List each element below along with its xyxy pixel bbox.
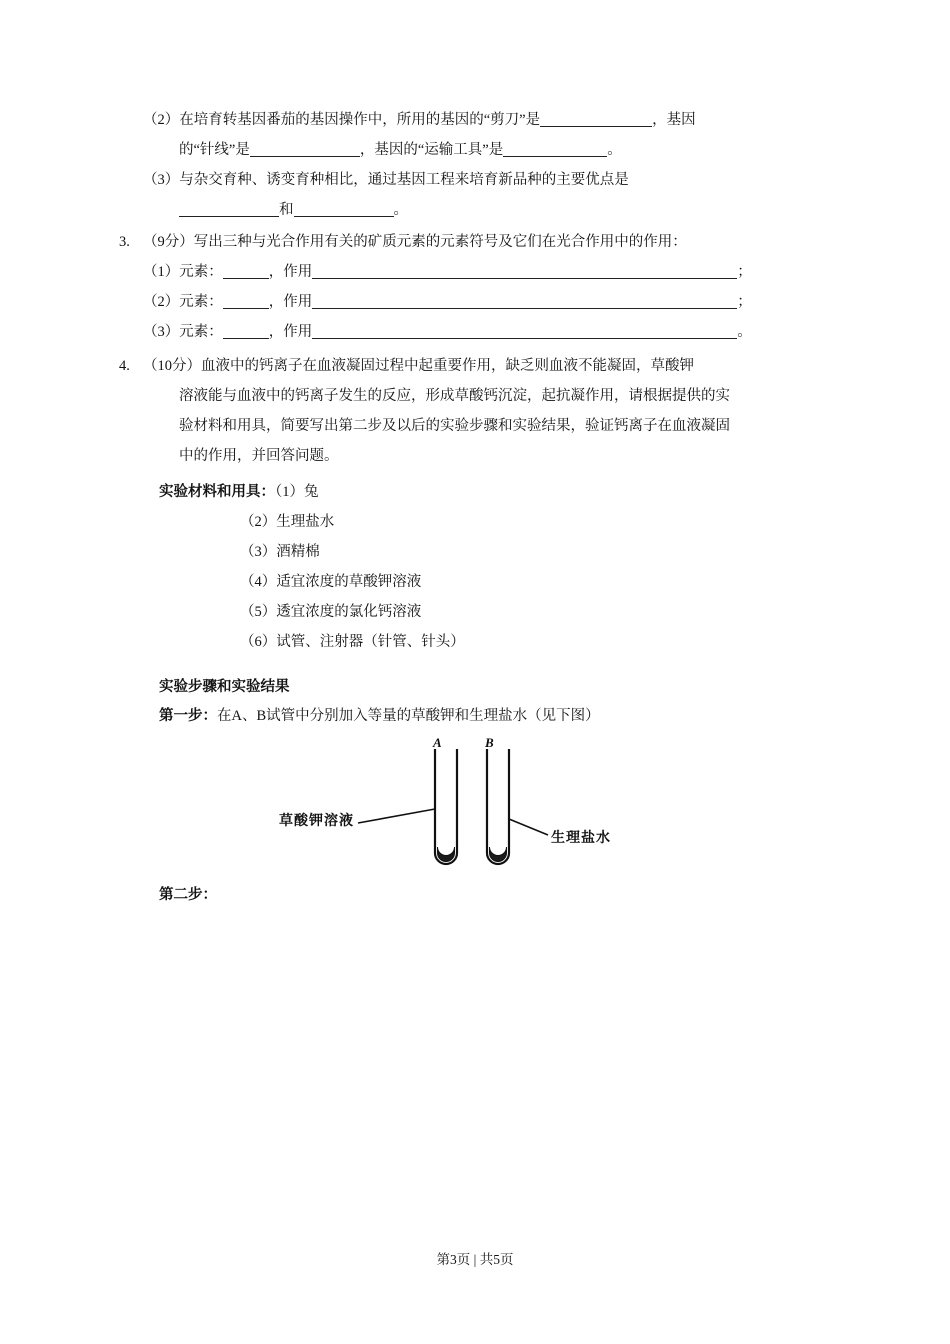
question-2-3 <box>143 165 813 195</box>
materials-first-line <box>143 477 813 507</box>
q2-2-label: （2） <box>143 112 180 128</box>
q3-1-suffix: ； <box>737 264 752 280</box>
question-3 <box>119 227 813 257</box>
tube-b-label: B <box>485 735 494 750</box>
q3-number: 3. <box>119 234 130 250</box>
q3-3-prefix: 元素： <box>179 324 223 340</box>
blank-field[interactable] <box>312 323 737 339</box>
materials-item: （5）透宜浓度的氯化钙溶液 <box>240 604 422 620</box>
q3-2-prefix: 元素： <box>179 294 223 310</box>
q2-2-text-d: ，基因的“运输工具”是 <box>359 142 504 158</box>
step-2 <box>143 883 813 904</box>
q3-3-mid: ，作用 <box>268 324 313 340</box>
tube-a-label: A <box>433 735 442 750</box>
q3-2-mid: ，作用 <box>268 294 313 310</box>
blank-field[interactable] <box>540 111 652 127</box>
question-3-sub-2 <box>143 287 813 317</box>
document-content <box>119 105 813 904</box>
blank-field[interactable] <box>223 323 269 339</box>
tube-a-liquid <box>438 847 455 862</box>
step-1-text: 在A、B试管中分别加入等量的草酸钾和生理盐水（见下图） <box>217 708 600 724</box>
q2-2-text-b: ，基因 <box>652 112 696 128</box>
q2-3-text-c: 。 <box>393 202 408 218</box>
q3-2-label: （2） <box>143 294 180 310</box>
q2-3-text-b: 和 <box>279 202 294 218</box>
q4-line-4: 中的作用，并回答问题。 <box>179 448 339 464</box>
question-3-sub-1 <box>143 257 813 287</box>
q3-3-suffix: 。 <box>737 324 752 340</box>
q2-2-text-e: 。 <box>607 142 622 158</box>
q2-3-text-a: 与杂交育种、诱变育种相比，通过基因工程来培育新品种的主要优点是 <box>179 172 629 188</box>
materials-section <box>143 477 813 657</box>
left-callout-label: 草酸钾溶液 <box>279 814 354 829</box>
materials-item: （3）酒精棉 <box>240 544 320 560</box>
question-4 <box>119 351 813 381</box>
q3-3-label: （3） <box>143 324 180 340</box>
blank-field[interactable] <box>223 293 269 309</box>
question-4-line-4 <box>143 441 813 471</box>
question-2-3-cont <box>143 195 813 225</box>
right-leader-line <box>509 819 548 835</box>
q3-2-suffix: ； <box>737 294 752 310</box>
left-leader-line <box>358 809 435 823</box>
step-2-label: 第二步： <box>159 887 217 903</box>
blank-field[interactable] <box>503 141 607 157</box>
question-3-sub-3 <box>143 317 813 347</box>
blank-field[interactable] <box>250 141 360 157</box>
blank-field[interactable] <box>312 263 737 279</box>
question-2-2 <box>143 105 813 135</box>
q3-1-mid: ，作用 <box>268 264 313 280</box>
q3-text: 写出三种与光合作用有关的矿质元素的元素符号及它们在光合作用中的作用： <box>193 234 687 250</box>
step-1 <box>143 704 813 725</box>
materials-item: （4）适宜浓度的草酸钾溶液 <box>240 574 422 590</box>
q4-line-2: 溶液能与血液中的钙离子发生的反应，形成草酸钙沉淀，起抗凝作用，请根据提供的实 <box>179 388 730 404</box>
blank-field[interactable] <box>294 201 394 217</box>
right-callout-label: 生理盐水 <box>551 831 611 846</box>
steps-title: 实验步骤和实验结果 <box>159 679 290 695</box>
figure-svg <box>143 731 813 881</box>
blank-field[interactable] <box>312 293 737 309</box>
tube-b-outline <box>487 749 509 864</box>
q3-1-label: （1） <box>143 264 180 280</box>
materials-label: 实验材料和用具： <box>159 484 275 500</box>
q4-line-1: 血液中的钙离子在血液凝固过程中起重要作用，缺乏则血液不能凝固，草酸钾 <box>201 358 694 374</box>
q2-3-label: （3） <box>143 172 180 188</box>
materials-item-1: （1）兔 <box>275 484 319 500</box>
tube-b-liquid <box>490 847 507 862</box>
q4-score: （10分） <box>143 358 201 374</box>
q3-1-prefix: 元素： <box>179 264 223 280</box>
materials-item: （6）试管、注射器（针管、针头） <box>240 634 465 650</box>
blank-field[interactable] <box>223 263 269 279</box>
step-1-label: 第一步： <box>159 708 217 724</box>
question-2-2-cont <box>143 135 813 165</box>
q4-line-3: 验材料和用具，简要写出第二步及以后的实验步骤和实验结果，验证钙离子在血液凝固 <box>179 418 730 434</box>
blank-field[interactable] <box>179 201 279 217</box>
question-4-line-3 <box>143 411 813 441</box>
test-tube-figure <box>143 731 813 881</box>
materials-item: （2）生理盐水 <box>240 514 335 530</box>
q2-2-text-a: 在培育转基因番茄的基因操作中，所用的基因的“剪刀”是 <box>179 112 541 128</box>
tube-a-outline <box>435 749 457 864</box>
question-4-line-2 <box>143 381 813 411</box>
q2-2-text-c: 的“针线”是 <box>179 142 250 158</box>
page-footer: 第3页 | 共5页 <box>436 1252 514 1267</box>
q4-number: 4. <box>119 358 130 374</box>
q3-score: （9分） <box>143 234 194 250</box>
